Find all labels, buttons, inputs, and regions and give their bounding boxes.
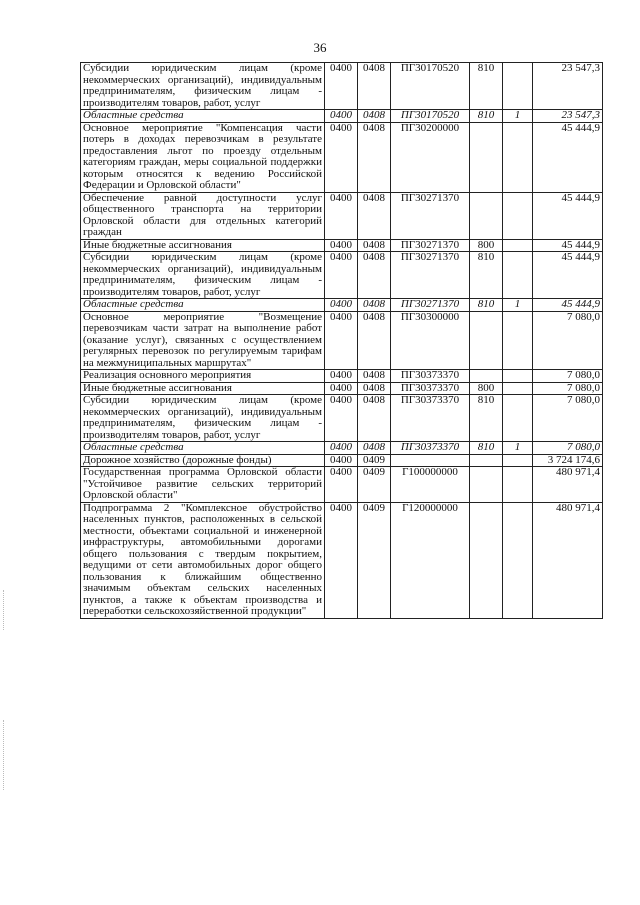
row-funding-source	[503, 395, 533, 442]
row-funding-source	[503, 502, 533, 618]
row-subsection: 0408	[358, 442, 391, 455]
row-target-article: ПГ30200000	[391, 122, 470, 192]
row-target-article: ПГ30271370	[391, 252, 470, 299]
row-section: 0400	[325, 454, 358, 467]
row-target-article: ПГ30300000	[391, 311, 470, 370]
row-amount: 45 444,9	[533, 192, 603, 239]
scan-mark	[3, 720, 6, 790]
row-subsection: 0408	[358, 239, 391, 252]
row-name: Основное мероприятие "Компенсация части потерь в доходах перевозчикам в результате предоставления льгот по проезду отдельным категориям граждан, меры социальной поддержки которым относятся к ведению Российской Федерации и Орловской области"	[81, 122, 325, 192]
row-target-article: ПГ30170520	[391, 110, 470, 123]
scan-mark	[3, 590, 6, 630]
row-section: 0400	[325, 442, 358, 455]
row-funding-source	[503, 467, 533, 503]
row-subsection: 0408	[358, 299, 391, 312]
row-name: Реализация основного мероприятия	[81, 370, 325, 383]
row-name: Субсидии юридическим лицам (кроме некоммерческих организаций), индивидуальным предпринимателям, физическим лицам - производителям товаров, работ, услуг	[81, 63, 325, 110]
table-row	[81, 122, 603, 192]
row-target-article: ПГ30170520	[391, 63, 470, 110]
row-section: 0400	[325, 192, 358, 239]
row-expense-type: 810	[470, 252, 503, 299]
table-row	[81, 311, 603, 370]
row-name: Субсидии юридическим лицам (кроме некоммерческих организаций), индивидуальным предпринимателям, физическим лицам - производителям товаров, работ, услуг	[81, 395, 325, 442]
row-name: Субсидии юридическим лицам (кроме некоммерческих организаций), индивидуальным предпринимателям, физическим лицам - производителям товаров, работ, услуг	[81, 252, 325, 299]
row-section: 0400	[325, 63, 358, 110]
row-funding-source: 1	[503, 110, 533, 123]
row-expense-type: 810	[470, 110, 503, 123]
row-subsection: 0408	[358, 382, 391, 395]
row-subsection: 0408	[358, 370, 391, 383]
table-row	[81, 502, 603, 618]
row-subsection: 0408	[358, 110, 391, 123]
row-amount: 23 547,3	[533, 110, 603, 123]
table-row	[81, 192, 603, 239]
row-amount: 7 080,0	[533, 370, 603, 383]
row-name: Подпрограмма 2 "Комплексное обустройство населенных пунктов, расположенных в сельской местности, объектами социальной и инженерной инфраструктуры, автомобильными дорогами общего пользования с твердым покрытием, ведущими от сети автомобильных дорог общего пользования к ближайшим общественно значимым объектам сельских населенных пунктов, а также к объектам производства и переработки сельскохозяйственной продукции"	[81, 502, 325, 618]
row-name: Областные средства	[81, 442, 325, 455]
row-expense-type: 810	[470, 299, 503, 312]
row-amount: 3 724 174,6	[533, 454, 603, 467]
row-amount: 7 080,0	[533, 382, 603, 395]
row-expense-type	[470, 502, 503, 618]
row-expense-type	[470, 311, 503, 370]
row-name: Иные бюджетные ассигнования	[81, 239, 325, 252]
row-funding-source	[503, 63, 533, 110]
row-section: 0400	[325, 467, 358, 503]
row-expense-type: 810	[470, 395, 503, 442]
row-expense-type: 800	[470, 382, 503, 395]
row-expense-type: 810	[470, 442, 503, 455]
row-amount: 7 080,0	[533, 311, 603, 370]
row-expense-type: 800	[470, 239, 503, 252]
row-amount: 45 444,9	[533, 122, 603, 192]
row-amount: 7 080,0	[533, 395, 603, 442]
table-row	[81, 299, 603, 312]
row-funding-source: 1	[503, 299, 533, 312]
row-expense-type	[470, 454, 503, 467]
row-funding-source	[503, 311, 533, 370]
row-section: 0400	[325, 252, 358, 299]
row-target-article: ПГ30271370	[391, 299, 470, 312]
row-target-article: Г120000000	[391, 502, 470, 618]
table-row	[81, 63, 603, 110]
table-row	[81, 467, 603, 503]
row-funding-source: 1	[503, 442, 533, 455]
row-target-article: ПГ30271370	[391, 192, 470, 239]
row-amount: 7 080,0	[533, 442, 603, 455]
row-amount: 45 444,9	[533, 299, 603, 312]
table-row	[81, 382, 603, 395]
row-subsection: 0408	[358, 252, 391, 299]
row-section: 0400	[325, 299, 358, 312]
row-target-article: ПГ30373370	[391, 442, 470, 455]
row-section: 0400	[325, 110, 358, 123]
row-target-article: ПГ30373370	[391, 382, 470, 395]
row-amount: 45 444,9	[533, 239, 603, 252]
row-funding-source	[503, 239, 533, 252]
row-subsection: 0409	[358, 502, 391, 618]
row-name: Иные бюджетные ассигнования	[81, 382, 325, 395]
row-target-article: ПГ30271370	[391, 239, 470, 252]
table-row	[81, 395, 603, 442]
row-section: 0400	[325, 382, 358, 395]
table-row	[81, 370, 603, 383]
row-expense-type	[470, 370, 503, 383]
budget-table	[80, 62, 603, 619]
row-subsection: 0409	[358, 454, 391, 467]
row-target-article: ПГ30373370	[391, 395, 470, 442]
row-funding-source	[503, 122, 533, 192]
row-name: Областные средства	[81, 299, 325, 312]
row-subsection: 0408	[358, 311, 391, 370]
row-target-article: Г100000000	[391, 467, 470, 503]
row-subsection: 0409	[358, 467, 391, 503]
row-expense-type	[470, 192, 503, 239]
table-row	[81, 442, 603, 455]
row-target-article: ПГ30373370	[391, 370, 470, 383]
row-section: 0400	[325, 395, 358, 442]
row-section: 0400	[325, 239, 358, 252]
row-subsection: 0408	[358, 63, 391, 110]
row-subsection: 0408	[358, 192, 391, 239]
row-amount: 23 547,3	[533, 63, 603, 110]
row-funding-source	[503, 192, 533, 239]
row-name: Дорожное хозяйство (дорожные фонды)	[81, 454, 325, 467]
row-amount: 480 971,4	[533, 467, 603, 503]
row-name: Основное мероприятие "Возмещение перевозчикам части затрат на выполнение работ (оказание услуг), связанных с осуществлением регулярных перевозок по регулируемым тарифам на межмуниципальных маршрутах"	[81, 311, 325, 370]
row-expense-type: 810	[470, 63, 503, 110]
row-amount: 45 444,9	[533, 252, 603, 299]
row-target-article	[391, 454, 470, 467]
row-funding-source	[503, 454, 533, 467]
row-subsection: 0408	[358, 395, 391, 442]
row-name: Областные средства	[81, 110, 325, 123]
row-section: 0400	[325, 370, 358, 383]
row-funding-source	[503, 252, 533, 299]
row-funding-source	[503, 370, 533, 383]
row-subsection: 0408	[358, 122, 391, 192]
row-expense-type	[470, 467, 503, 503]
row-funding-source	[503, 382, 533, 395]
row-section: 0400	[325, 311, 358, 370]
table-row	[81, 252, 603, 299]
row-name: Государственная программа Орловской области "Устойчивое развитие сельских территорий Орловской области"	[81, 467, 325, 503]
row-name: Обеспечение равной доступности услуг общественного транспорта на территории Орловской области для отдельных категорий граждан	[81, 192, 325, 239]
page-number: 36	[313, 40, 327, 55]
row-expense-type	[470, 122, 503, 192]
table-row	[81, 239, 603, 252]
row-section: 0400	[325, 122, 358, 192]
row-section: 0400	[325, 502, 358, 618]
table-row	[81, 454, 603, 467]
table-row	[81, 110, 603, 123]
row-amount: 480 971,4	[533, 502, 603, 618]
